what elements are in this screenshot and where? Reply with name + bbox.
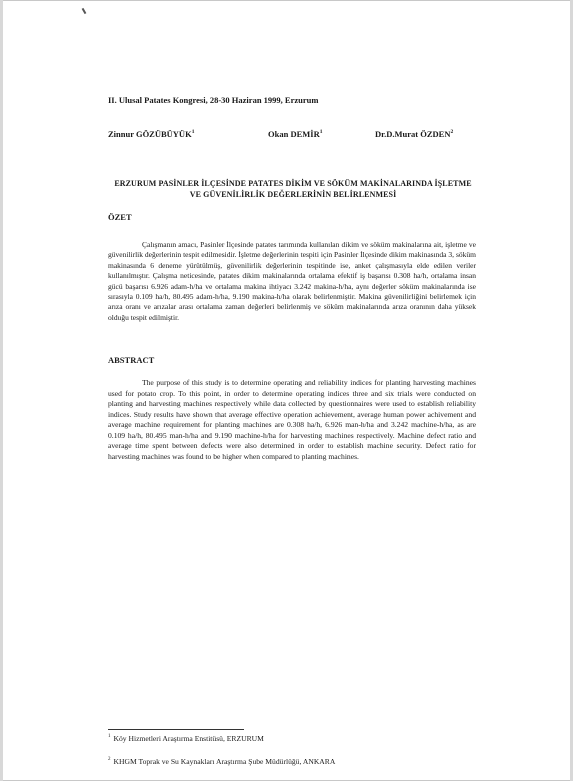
author-affiliation-mark: 1 <box>191 129 195 136</box>
author-name: Dr.D.Murat ÖZDEN <box>375 129 451 139</box>
footnote-mark: 1 <box>108 734 111 740</box>
author-name: Zinnur GÖZÜBÜYÜK <box>108 129 192 139</box>
footnote-1 <box>108 734 264 743</box>
author-affiliation-mark: 2 <box>450 129 454 136</box>
footnote-text: KHGM Toprak ve Su Kaynakları Araştırma Şube Müdürlüğü, ANKARA <box>113 757 336 766</box>
footnote-text: Köy Hizmetleri Araştırma Enstitüsü, ERZURUM <box>113 734 264 743</box>
scan-edge-left <box>0 0 3 781</box>
abstract-heading: ABSTRACT <box>108 355 155 365</box>
ozet-paragraph: Çalışmanın amacı, Pasinler İlçesinde patates tarımında kullanılan dikim ve söküm makinalarına ait, işletme ve güvenilirlik değerlerinin tespit edilmesidir. İşletme değerlerinin tespiti için Pasinler İlçesinde dikim makinasında 3, söküm makinasında 6 deneme yürütülmüş, güvenilirlik değerlerinin tespitinde ise, anket çalışmasıyla elde edilen veriler kullanılmıştır. Çalışma neticesinde, patates dikim makinalarında ortalama efektif iş başarısı 0.308 ha/h, ortalama insan gücü başarısı 6.926 adam-h/ha ve ortalama makina ihtiyacı 3.242 makina-h/ha, aynı değerler söküm makinalarında ise sırasıyla 0.109 ha/h, 80.495 adam-h/ha, 9.190 makina-h/ha olarak belirlenmiştir. Makina güvenilirliğini belirlemek için arıza oranı ve arızalar arası ortalama zaman değerleri belirlenmiş ve söküm makinalarında arıza oranının daha yüksek olduğu tespit edilmiştir. <box>108 240 476 322</box>
author-2 <box>268 129 322 139</box>
paper-title <box>108 178 478 200</box>
footnote-mark: 2 <box>108 757 111 763</box>
author-name: Okan DEMİR <box>268 129 320 139</box>
author-affiliation-mark: 1 <box>319 129 323 136</box>
footnote-2 <box>108 757 335 766</box>
author-1 <box>108 129 194 139</box>
ozet-heading: ÖZET <box>108 212 132 222</box>
footnote-divider <box>108 729 244 730</box>
paper-title-line-2: VE GÜVENİLİRLİK DEĞERLERİNİN BELİRLENMESİ <box>189 190 397 199</box>
paper-title-line-1: ERZURUM PASİNLER İLÇESİNDE PATATES DİKİM VE SÖKÜM MAKİNALARINDA İŞLETME <box>114 179 472 188</box>
author-3 <box>375 129 453 139</box>
abstract-paragraph: The purpose of this study is to determine operating and reliability indices for planting harvesting machines used for potato crop. To this point, in order to determine operating indices three and six trials were conducted on planting and harvesting machines respectively while data collected by questionnaires were used to establish reliability indices. Study results have shown that average effective operation achievement, average human power achivement and average machine requirement for planting machines are 0.308 ha/h, 6.926 man-h/ha and 3.242 machine-h/ha, as are 0.109 ha/h, 80.495 man-h/ha and 9.190 machine-h/ha for harvesting machines respectively. Machine defect ratio and average time spent between defects were also determined in order to establish machine security. Defect ratio for harvesting machines was found to be higher when compared to planting machines. <box>108 378 476 461</box>
conference-line: II. Ulusal Patates Kongresi, 28-30 Haziran 1999, Erzurum <box>108 95 319 105</box>
